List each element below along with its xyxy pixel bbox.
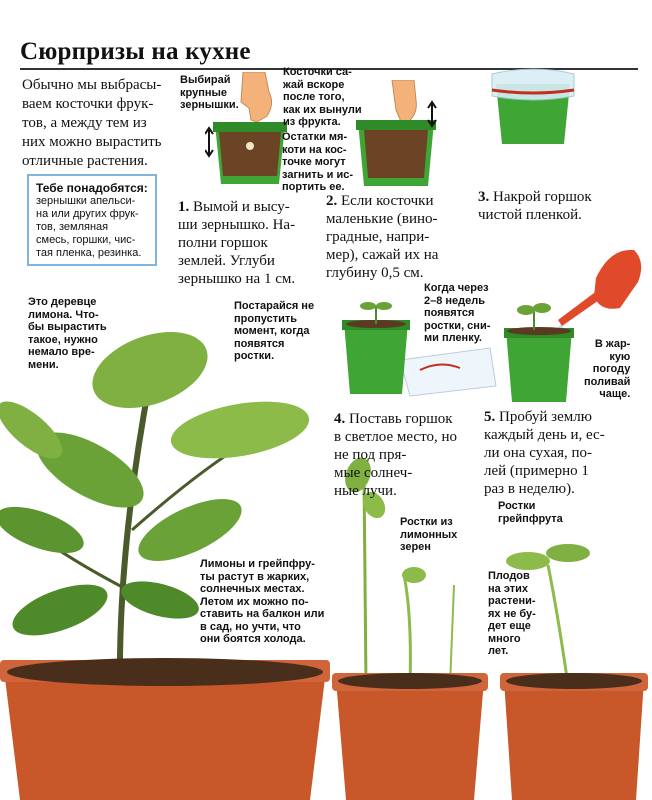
- intro-text: Обычно мы выбрасы- ваем косточки фрук- тов, а между тем из них можно вырастить отличные растения.: [22, 77, 162, 169]
- step-1: [178, 198, 295, 288]
- hand-icon: [392, 80, 416, 124]
- step-number: 1.: [178, 199, 190, 215]
- step3-illustration: [488, 64, 578, 146]
- label-after-weeks: Когда через 2–8 недель появятся ростки, сни- ми пленку.: [424, 282, 491, 344]
- label-grapefruit-sprouts: Ростки грейпфрута: [498, 500, 563, 525]
- step-text: Накрой горшок чистой пленкой.: [478, 189, 592, 223]
- step-5: [484, 408, 605, 498]
- step-2: [326, 192, 438, 282]
- needs-title: Тебе понадобятся:: [36, 181, 148, 195]
- needs-text: зернышки апельси- на или других фрук- тов, земляная смесь, горшки, чис- тая пленка, резинка.: [36, 195, 142, 259]
- label-no-fruit: Плодов на этих растени- ях не бу- дет еще много лет.: [488, 570, 536, 657]
- label-lemon-sprouts: Ростки из лимонных зерен: [400, 516, 458, 553]
- grapefruit-sprouts-illustration: [498, 525, 650, 800]
- step-number: 3.: [478, 189, 490, 205]
- step-text: Пробуй землю каждый день и, ес- ли она сухая, по- лей (примерно 1 раз в неделю).: [484, 409, 605, 497]
- step2-illustration: [352, 80, 440, 190]
- step-text: Если косточки маленькие (вино- градные, напри- мер), сажай их на глубину 0,5 см.: [326, 193, 439, 281]
- step-4: [334, 410, 457, 500]
- step-number: 4.: [334, 411, 346, 427]
- label-remains: Остатки мя- коти на кос- точке могут загнить и ис- портить ее.: [282, 131, 353, 193]
- hand-icon: [241, 72, 272, 122]
- label-warm-places: Лимоны и грейпфру- ты растут в жарких, солнечных местах. Летом их можно по- ставить на балкон или в сад, но учти, что они боятся холода.: [200, 558, 325, 645]
- lemon-sprouts-illustration: [330, 455, 490, 800]
- step-number: 2.: [326, 193, 338, 209]
- label-pick-seeds: Выбирай крупные зернышки.: [180, 74, 239, 111]
- watering-can-icon: [594, 250, 641, 309]
- label-lemon-tree: Это деревце лимона. Что- бы вырастить такое, нужно немало вре- мени.: [28, 296, 107, 371]
- label-hot-weather: В жар- кую погоду поливай чаще.: [584, 338, 631, 400]
- step-text: Поставь горшок в светлое место, но не под пря- мые солнеч- ные лучи.: [334, 411, 457, 499]
- step-number: 5.: [484, 409, 496, 425]
- step-text: Вымой и высу- ши зернышко. На- полни горшок землей. Углуби зернышко на 1 см.: [178, 199, 296, 287]
- page-title: Сюрпризы на кухне: [20, 38, 251, 65]
- label-dont-miss: Постарайся не пропустить момент, когда появятся ростки.: [234, 300, 315, 362]
- step-3: [478, 188, 592, 224]
- label-plant-soon: Косточки са- жай вскоре после того, как их вынули из фрукта.: [283, 66, 362, 128]
- needs-box: [27, 174, 157, 266]
